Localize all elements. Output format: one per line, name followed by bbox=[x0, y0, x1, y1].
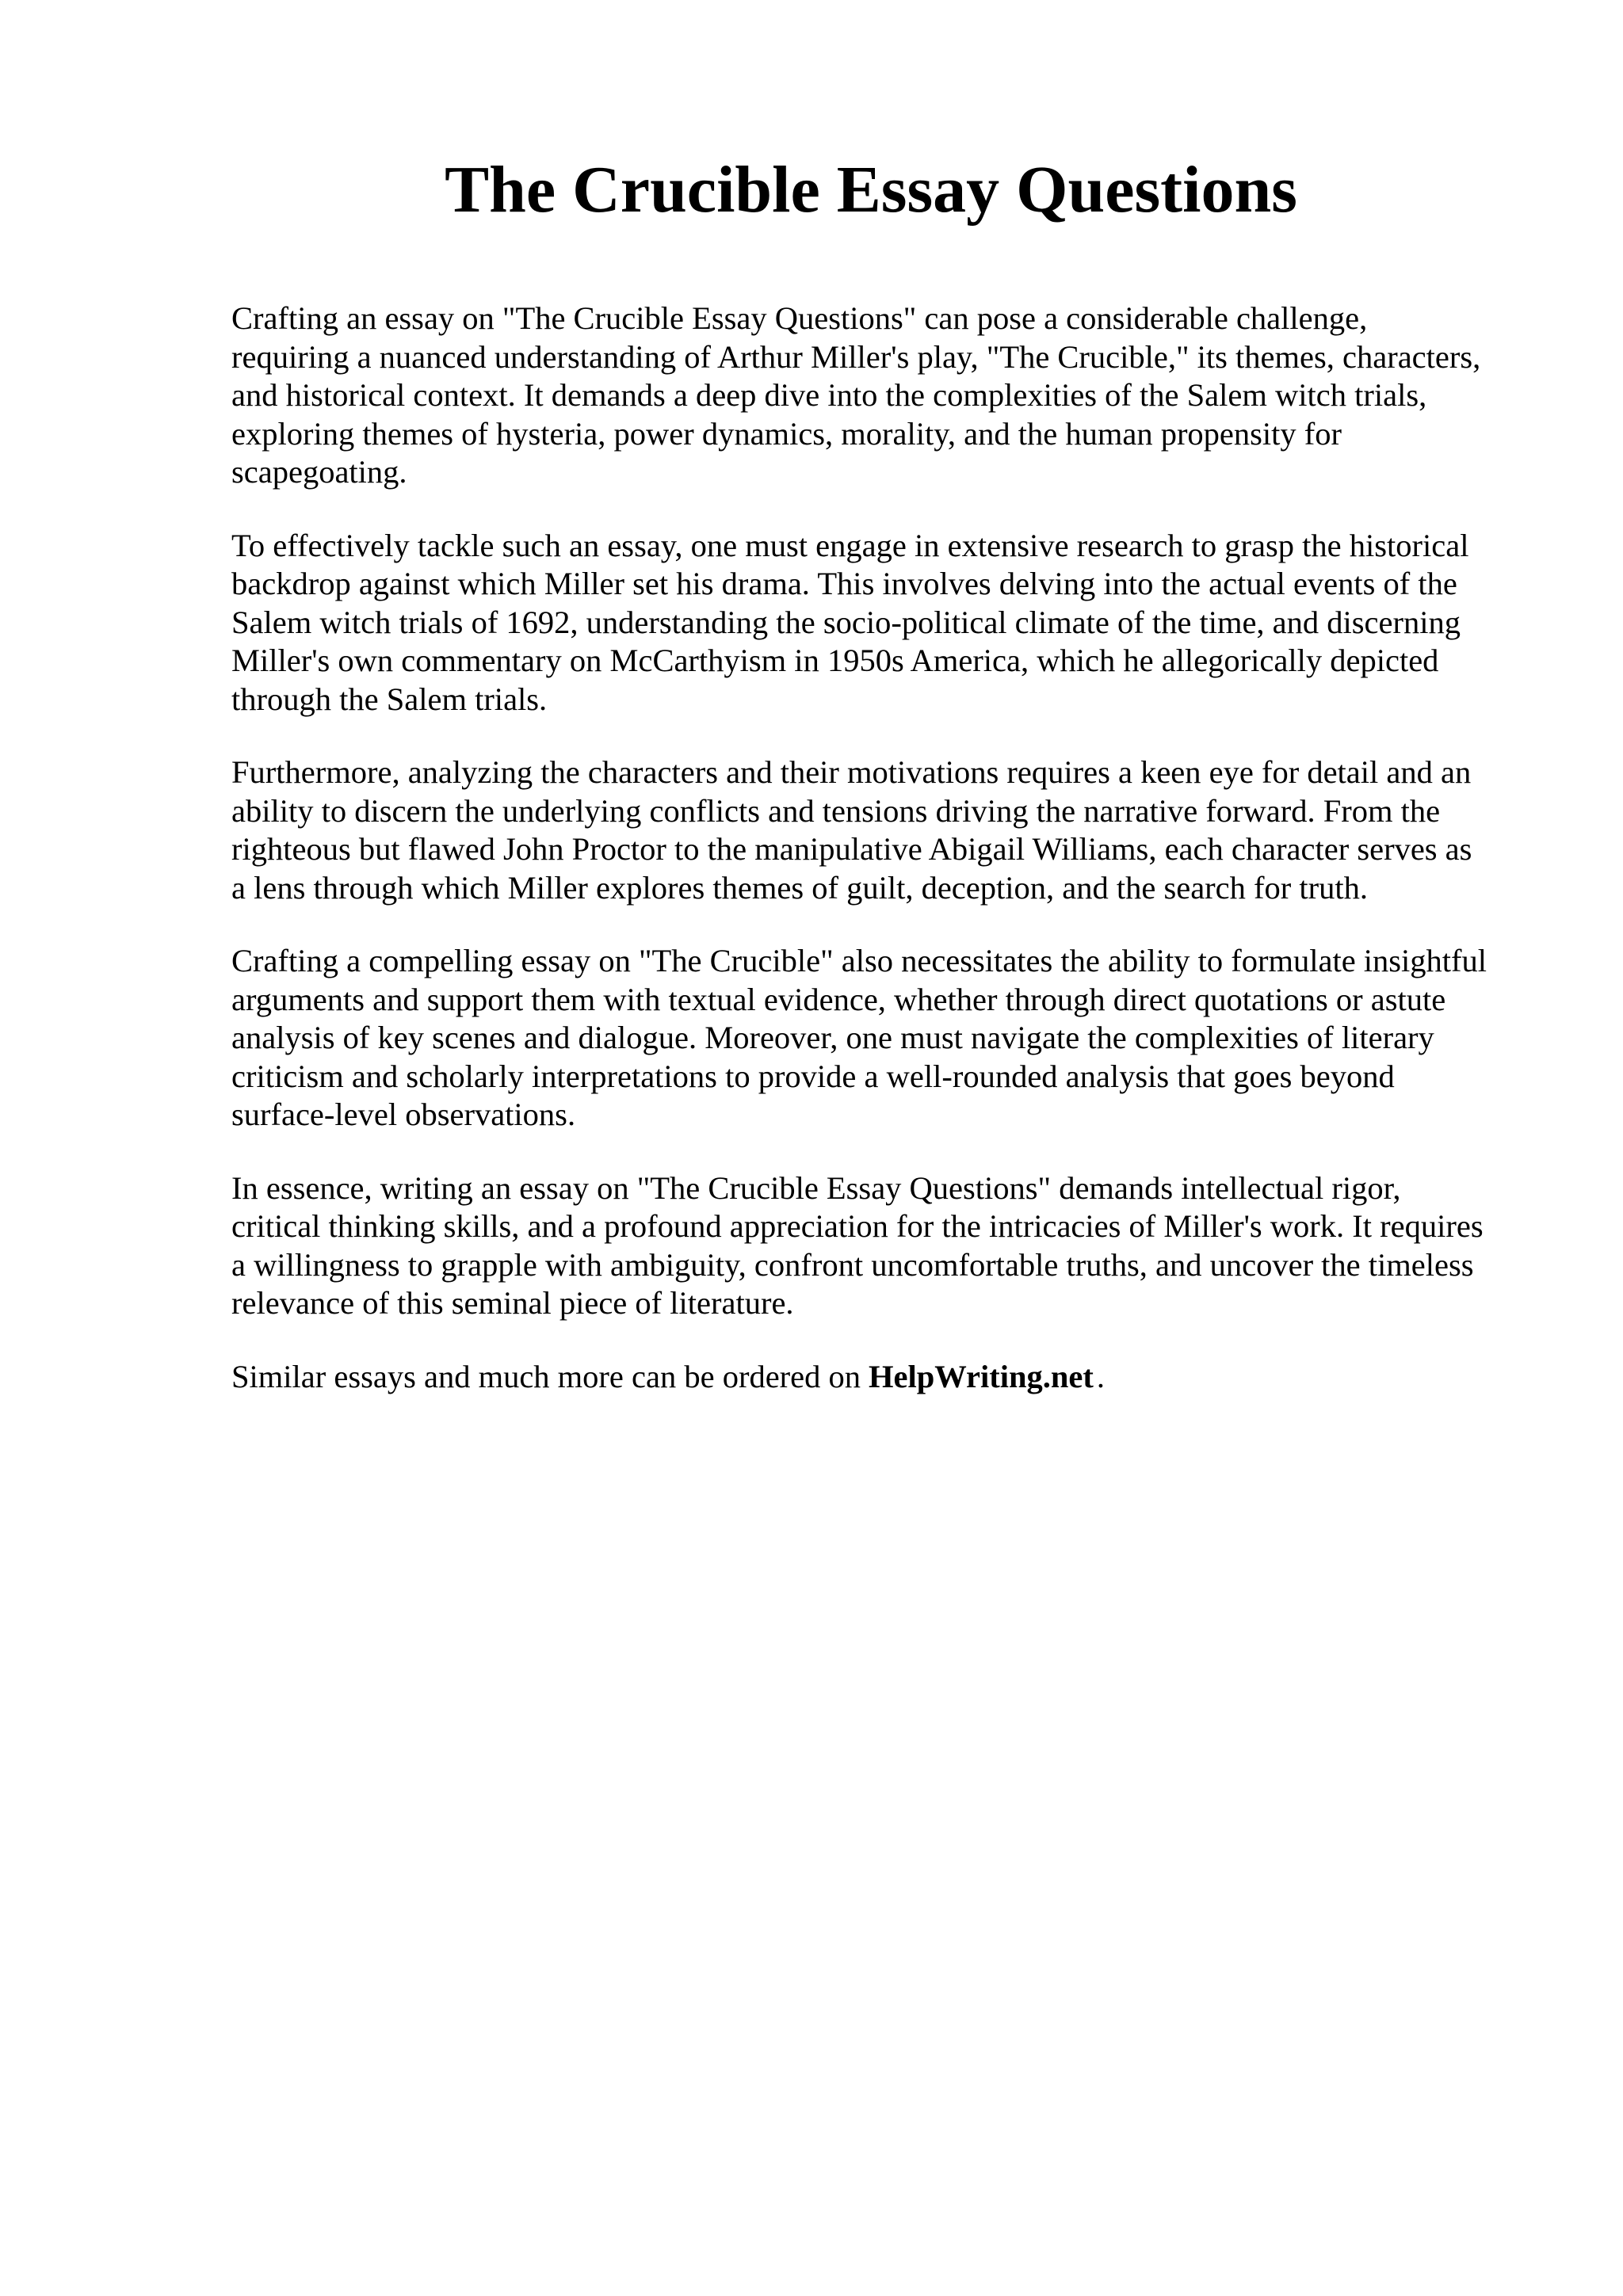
text-line: analysis of key scenes and dialogue. Moreover, one must navigate the complexities of literary bbox=[231, 1020, 1434, 1055]
text-line: exploring themes of hysteria, power dynamics, morality, and the human propensity for bbox=[231, 415, 1342, 452]
paragraph-4 bbox=[231, 942, 1531, 1135]
text-line: surface-level observations. bbox=[231, 1097, 576, 1132]
text-line: critical thinking skills, and a profound appreciation for the intricacies of Miller's work. It requires bbox=[231, 1208, 1484, 1244]
text-line: scapegoating. bbox=[231, 454, 407, 490]
text-line: To effectively tackle such an essay, one must engage in extensive research to grasp the historical bbox=[231, 527, 1469, 563]
text-line: righteous but flawed John Proctor to the manipulative Abigail Williams, each character serves as bbox=[231, 831, 1472, 867]
text-line: Miller's own commentary on McCarthyism in 1950s America, which he allegorically depicted bbox=[231, 643, 1439, 678]
text-line: through the Salem trials. bbox=[231, 681, 548, 717]
text-line: In essence, writing an essay on "The Crucible Essay Questions" demands intellectual rigor, bbox=[231, 1169, 1401, 1206]
text-line: a lens through which Miller explores themes of guilt, deception, and the search for truth. bbox=[231, 869, 1368, 906]
text-line: Crafting an essay on "The Crucible Essay Questions" can pose a considerable challenge, bbox=[231, 300, 1368, 336]
text-line: backdrop against which Miller set his drama. This involves delving into the actual events of the bbox=[231, 566, 1457, 601]
text-line: arguments and support them with textual evidence, whether through direct quotations or astute bbox=[231, 981, 1446, 1017]
paragraph-3 bbox=[231, 753, 1531, 907]
closing-period: . bbox=[1096, 1358, 1106, 1394]
paragraph-1 bbox=[231, 299, 1531, 492]
paragraph-5 bbox=[231, 1169, 1531, 1323]
text-line: Crafting a compelling essay on "The Crucible" also necessitates the ability to formulate insightful bbox=[231, 943, 1487, 978]
closing-text: Similar essays and much more can be ordered on bbox=[231, 1358, 861, 1394]
text-line: Furthermore, analyzing the characters and their motivations requires a keen eye for detail and an bbox=[231, 754, 1472, 790]
document-body bbox=[231, 299, 1531, 1396]
document-title: The Crucible Essay Questions bbox=[445, 153, 1297, 227]
text-line: criticism and scholarly interpretations to provide a well-rounded analysis that goes beyond bbox=[231, 1058, 1395, 1094]
text-line: a willingness to grapple with ambiguity, confront uncomfortable truths, and uncover the timeless bbox=[231, 1246, 1474, 1283]
text-line: relevance of this seminal piece of literature. bbox=[231, 1285, 794, 1321]
text-line: requiring a nuanced understanding of Arthur Miller's play, "The Crucible," its themes, characters, bbox=[231, 338, 1481, 375]
text-line: ability to discern the underlying conflicts and tensions driving the narrative forward. From the bbox=[231, 792, 1441, 829]
text-line: and historical context. It demands a deep dive into the complexities of the Salem witch trials, bbox=[231, 377, 1427, 413]
closing-line bbox=[231, 1358, 1531, 1397]
text-line: Salem witch trials of 1692, understanding the socio-political climate of the time, and discerning bbox=[231, 604, 1461, 640]
paragraph-2 bbox=[231, 527, 1531, 719]
brand-link[interactable]: HelpWriting.net bbox=[869, 1358, 1094, 1394]
